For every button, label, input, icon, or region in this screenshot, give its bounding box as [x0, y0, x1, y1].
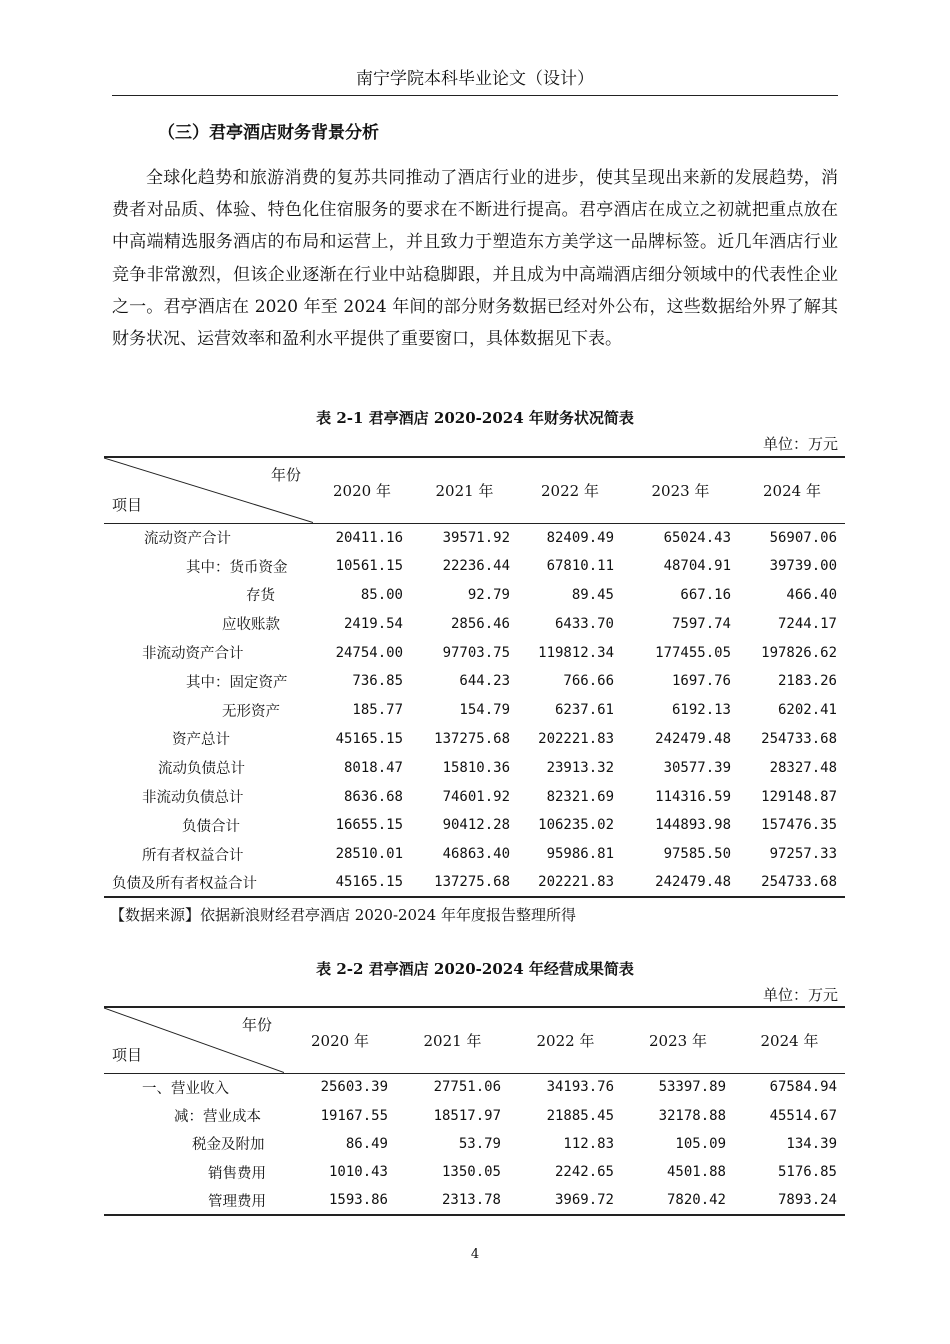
- cell-value: 53397.89: [658, 1079, 726, 1096]
- table1-year-header: 2023 年: [622, 457, 739, 523]
- cell-value: 74601.92: [442, 788, 510, 805]
- table-row: [104, 811, 845, 840]
- table-row: [104, 869, 845, 898]
- table-row: [104, 609, 845, 638]
- cell-value: 27751.06: [433, 1079, 501, 1096]
- cell-value: 197826.62: [761, 644, 837, 661]
- cell-value: 3969.72: [509, 1187, 622, 1215]
- table2-year-header: 2020 年: [284, 1007, 396, 1073]
- cell-value: 39739.00: [769, 558, 837, 575]
- cell-value: 202221.83: [518, 869, 622, 898]
- cell-value: 1350.05: [441, 1164, 501, 1181]
- cell-value: 1593.86: [284, 1187, 396, 1215]
- cell-value: 154.79: [459, 702, 510, 719]
- cell-value: 254733.68: [761, 730, 837, 747]
- row-label: 其中：货币资金: [186, 559, 288, 576]
- table1-corner-item: 项目: [112, 495, 143, 514]
- row-label: 流动负债总计: [158, 761, 245, 778]
- cell-value: 82409.49: [546, 529, 614, 546]
- cell-value: 129148.87: [761, 788, 837, 805]
- cell-value: 112.83: [563, 1135, 614, 1152]
- page-header: 南宁学院本科毕业论文（设计）: [356, 69, 594, 89]
- cell-value: 45165.15: [313, 869, 411, 898]
- table2-unit: 单位：万元: [762, 986, 838, 1004]
- cell-value: 157476.35: [761, 817, 837, 834]
- cell-value: 7244.17: [777, 615, 837, 632]
- cell-value: 2313.78: [396, 1187, 509, 1215]
- row-label: 管理费用: [104, 1187, 284, 1215]
- cell-value: 5176.85: [777, 1164, 837, 1181]
- table2-year-header: 2022 年: [509, 1007, 622, 1073]
- cell-value: 30577.39: [663, 759, 731, 776]
- cell-value: 39571.92: [442, 529, 510, 546]
- cell-value: 1010.43: [328, 1164, 388, 1181]
- table-row: [104, 753, 845, 782]
- cell-value: 97703.75: [442, 644, 510, 661]
- cell-value: 22236.44: [442, 558, 510, 575]
- row-label: 一、营业收入: [142, 1080, 229, 1097]
- section-title: （三）君亭酒店财务背景分析: [158, 123, 379, 143]
- table1-year-header: 2024 年: [739, 457, 845, 523]
- table2-operating-results: [104, 1006, 845, 1216]
- cell-value: 8636.68: [343, 788, 403, 805]
- header-rule: [112, 95, 838, 96]
- row-label: 负债合计: [182, 818, 240, 835]
- cell-value: 48704.91: [663, 558, 731, 575]
- table2-corner-cell: [104, 1007, 284, 1073]
- table-row: [104, 552, 845, 581]
- cell-value: 254733.68: [739, 869, 845, 898]
- cell-value: 2183.26: [777, 673, 837, 690]
- row-label: 减：营业成本: [174, 1109, 261, 1126]
- cell-value: 20411.16: [335, 529, 403, 546]
- page-number: 4: [470, 1247, 480, 1262]
- cell-value: 92.79: [467, 586, 510, 603]
- cell-value: 242479.48: [655, 730, 731, 747]
- table-row: [104, 782, 845, 811]
- table2-corner-item: 项目: [112, 1045, 143, 1064]
- cell-value: 21885.45: [546, 1107, 614, 1124]
- table-row: [104, 581, 845, 610]
- cell-value: 202221.83: [538, 730, 614, 747]
- cell-value: 23913.32: [546, 759, 614, 776]
- cell-value: 19167.55: [320, 1107, 388, 1124]
- cell-value: 32178.88: [658, 1107, 726, 1124]
- cell-value: 119812.34: [538, 644, 614, 661]
- cell-value: 18517.97: [433, 1107, 501, 1124]
- cell-value: 2242.65: [554, 1164, 614, 1181]
- table1-financial-position: [104, 456, 845, 898]
- table-row: [104, 1073, 845, 1101]
- cell-value: 667.16: [680, 586, 731, 603]
- table1-source-note: 【数据来源】依据新浪财经君亭酒店 2020-2024 年年度报告整理所得: [110, 906, 576, 924]
- row-label: 销售费用: [208, 1165, 266, 1182]
- cell-value: 67810.11: [546, 558, 614, 575]
- body-paragraph: 全球化趋势和旅游消费的复苏共同推动了酒店行业的进步，使其呈现出来新的发展趋势，消费者对品质、体验、特色化住宿服务的要求在不断进行提高。君亭酒店在成立之初就把重点放在中高端精选服务酒店的布局和运营上，并且致力于塑造东方美学这一品牌标签。近几年酒店行业竞争非常激烈，但该企业逐渐在行业中站稳脚跟，并且成为中高端酒店细分领域中的代表性企业之一。君亭酒店在 2020 年至 2024 年间的部分财务数据已经对外公布，这些数据给外界了解其财务状况、运营效率和盈利水平提供了重要窗口，具体数据见下表。: [112, 168, 838, 350]
- cell-value: 766.66: [563, 673, 614, 690]
- cell-value: 7597.74: [671, 615, 731, 632]
- table1-caption: 表 2-1 君亭酒店 2020-2024 年财务状况简表: [316, 409, 634, 427]
- cell-value: 736.85: [352, 673, 403, 690]
- cell-value: 25603.39: [320, 1079, 388, 1096]
- cell-value: 90412.28: [442, 817, 510, 834]
- cell-value: 45165.15: [335, 730, 403, 747]
- cell-value: 24754.00: [335, 644, 403, 661]
- cell-value: 46863.40: [442, 846, 510, 863]
- table2-caption: 表 2-2 君亭酒店 2020-2024 年经营成果简表: [316, 960, 634, 978]
- cell-value: 144893.98: [655, 817, 731, 834]
- row-label: 非流动负债总计: [142, 790, 244, 807]
- cell-value: 97257.33: [769, 846, 837, 863]
- cell-value: 185.77: [352, 702, 403, 719]
- table1-year-header: 2021 年: [411, 457, 518, 523]
- row-label: 税金及附加: [192, 1137, 265, 1154]
- cell-value: 67584.94: [769, 1079, 837, 1096]
- row-label: 负债及所有者权益合计: [104, 869, 313, 898]
- cell-value: 82321.69: [546, 788, 614, 805]
- table1-unit: 单位：万元: [762, 435, 838, 453]
- cell-value: 34193.76: [546, 1079, 614, 1096]
- table2-year-header: 2024 年: [734, 1007, 845, 1073]
- cell-value: 28510.01: [335, 846, 403, 863]
- table1-year-header: 2020 年: [313, 457, 411, 523]
- cell-value: 105.09: [675, 1135, 726, 1152]
- table-row: [104, 523, 845, 552]
- cell-value: 16655.15: [335, 817, 403, 834]
- cell-value: 114316.59: [655, 788, 731, 805]
- row-label: 应收账款: [222, 617, 280, 634]
- table-row: [104, 1187, 845, 1215]
- cell-value: 2856.46: [450, 615, 510, 632]
- cell-value: 7893.24: [734, 1187, 845, 1215]
- table2-year-header: 2021 年: [396, 1007, 509, 1073]
- row-label: 非流动资产合计: [142, 646, 244, 663]
- cell-value: 6433.70: [554, 615, 614, 632]
- cell-value: 15810.36: [442, 759, 510, 776]
- table1-corner-cell: [104, 457, 313, 523]
- row-label: 存货: [246, 588, 275, 605]
- cell-value: 45514.67: [769, 1107, 837, 1124]
- table-row: [104, 840, 845, 869]
- row-label: 无形资产: [222, 703, 280, 720]
- table-row: [104, 638, 845, 667]
- cell-value: 4501.88: [666, 1164, 726, 1181]
- table-row: [104, 1158, 845, 1186]
- cell-value: 134.39: [786, 1135, 837, 1152]
- table2-year-header: 2023 年: [622, 1007, 734, 1073]
- cell-value: 1697.76: [671, 673, 731, 690]
- cell-value: 2419.54: [343, 615, 403, 632]
- row-label: 资产总计: [172, 732, 230, 749]
- cell-value: 95986.81: [546, 846, 614, 863]
- cell-value: 85.00: [360, 586, 403, 603]
- table-row: [104, 1101, 845, 1129]
- table-row: [104, 1130, 845, 1158]
- cell-value: 6192.13: [671, 702, 731, 719]
- table-row: [104, 696, 845, 725]
- table-row: [104, 725, 845, 754]
- cell-value: 177455.05: [655, 644, 731, 661]
- cell-value: 10561.15: [335, 558, 403, 575]
- cell-value: 242479.48: [622, 869, 739, 898]
- table1-corner-year: 年份: [270, 466, 301, 484]
- table-row: [104, 667, 845, 696]
- cell-value: 6237.61: [554, 702, 614, 719]
- cell-value: 28327.48: [769, 759, 837, 776]
- cell-value: 8018.47: [343, 759, 403, 776]
- cell-value: 86.49: [345, 1135, 388, 1152]
- cell-value: 137275.68: [434, 730, 510, 747]
- cell-value: 97585.50: [663, 846, 731, 863]
- row-label: 流动资产合计: [144, 531, 231, 548]
- cell-value: 6202.41: [777, 702, 837, 719]
- cell-value: 7820.42: [622, 1187, 734, 1215]
- cell-value: 644.23: [459, 673, 510, 690]
- cell-value: 53.79: [458, 1135, 501, 1152]
- table2-corner-year: 年份: [241, 1016, 272, 1034]
- row-label: 所有者权益合计: [142, 847, 244, 864]
- cell-value: 65024.43: [663, 529, 731, 546]
- cell-value: 466.40: [786, 586, 837, 603]
- row-label: 其中：固定资产: [186, 674, 288, 691]
- cell-value: 89.45: [571, 586, 614, 603]
- cell-value: 106235.02: [538, 817, 614, 834]
- cell-value: 56907.06: [769, 529, 837, 546]
- table1-year-header: 2022 年: [518, 457, 622, 523]
- cell-value: 137275.68: [411, 869, 518, 898]
